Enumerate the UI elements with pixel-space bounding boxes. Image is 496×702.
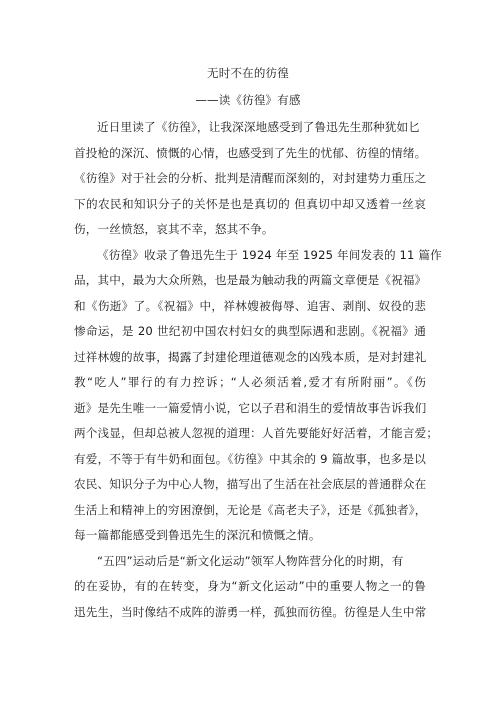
document-body <box>74 115 442 625</box>
paragraph-3-line-2: 的在妥协，有的在转变，身为“新文化运动”中的重要人物之一的鲁 <box>74 579 426 593</box>
paragraph-1-line-4: 下的农民和知识分子的关怀是也是真切的 但真切中却又透着一丝哀 <box>74 196 426 211</box>
paragraph-2-line-2: 品，其中，最为大众所熟，也是最为触动我的两篇文章便是《祝福》 <box>74 273 427 287</box>
paragraph-1-line-3: 《彷徨》对于社会的分析、批判是清醒而深刻的，对封建势力重压之 <box>74 171 427 185</box>
paragraph-1-line-5: 伤，一丝愤怒，哀其不幸，怒其不争。 <box>74 222 274 236</box>
paragraph-2-line-5: 过祥林嫂的故事，揭露了封建伦理道德观念的凶残本质，是对封建礼 <box>74 349 427 364</box>
paragraph-2-line-9: 有爱，不等于有牛奶和面包。《彷徨》中其余的 9 篇故事，也多是以 <box>74 451 426 466</box>
paragraph-2-line-10: 农民、知识分子为中心人物，描写出了生活在社会底层的普通群众在 <box>74 477 427 491</box>
paragraph-2-line-12: 每一篇都能感受到鲁迅先生的深沉和愤慨之情。 <box>74 528 321 542</box>
paragraph-3-line-3: 迅先生，当时像结不成阵的游勇一样，孤独而彷徨。彷徨是人生中常 <box>74 604 427 619</box>
paragraph-1-line-1: 近日里读了《彷徨》，让我深深地感受到了鲁迅先生那种犹如匕 <box>97 120 421 134</box>
paragraph-1-line-2: 首投枪的深沉、愤慨的心情，也感受到了先生的忧郁、彷徨的情绪。 <box>74 145 427 160</box>
paragraph-2-line-8: 两个浅显，但却总被人忽视的道理：人首先要能好好活着，才能言爱； <box>74 426 439 440</box>
paragraph-2-line-11: 生活上和精神上的穷困潦倒，无论是《高老夫子》，还是《孤独者》， <box>74 502 427 517</box>
document-subtitle: ——读《彷徨》有感 <box>195 93 301 107</box>
document-title: 无时不在的彷徨 <box>207 66 289 80</box>
paragraph-2-line-3: 和《伤逝》了。《祝福》中，祥林嫂被侮辱、追害、剥削、奴役的悲 <box>74 298 426 313</box>
paragraph-2-line-6: 教“吃人”罪行的有力控诉；“人必须活着,爱才有所附丽”。《伤 <box>74 375 426 389</box>
paragraph-2-line-4: 惨命运，是 20 世纪初中国农村妇女的典型际遇和悲剧。《祝福》通 <box>74 324 426 338</box>
paragraph-2-line-7: 逝》是先生唯一一篇爱情小说，它以子君和涓生的爱情故事告诉我们 <box>74 400 427 415</box>
paragraph-3-line-1: “五四”运动后是“新文化运动”领军人物阵营分化的时期，有 <box>97 553 404 568</box>
paragraph-2-line-1: 《彷徨》收录了鲁迅先生于 1924 年至 1925 年间发表的 11 篇作 <box>97 247 442 262</box>
